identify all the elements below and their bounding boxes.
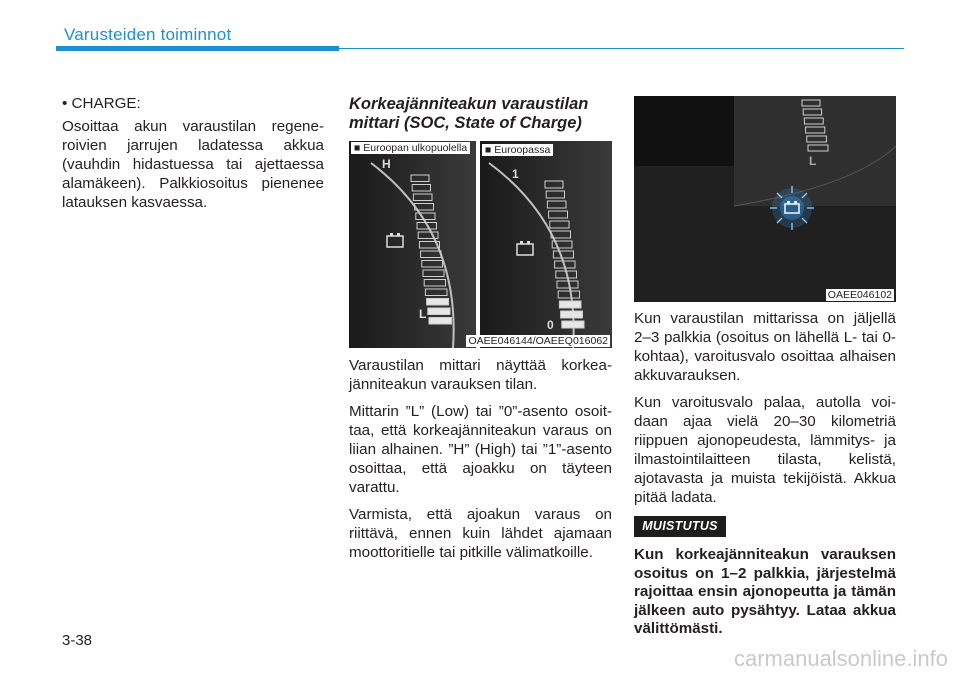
- gauge-bar-segment: [428, 308, 450, 315]
- charge-paragraph: Osoittaa akun varaustilan regeneroivien jarrujen ladatessa akkua (vauhdin hidastuessa tai ajettaessa alamäkeen). Palkkiosoitus pienenee latauksen kasvaessa.: [62, 118, 324, 211]
- soc-heading: Korkeajänniteakun varaustilan mittari (SOC, State of Charge): [349, 95, 589, 132]
- warning-light-figure: [634, 96, 896, 302]
- gauge-top-bottom-label: L: [809, 154, 817, 168]
- column-1: [62, 94, 324, 220]
- header-rule-thin: [339, 48, 904, 49]
- warning-light-illustration: [634, 96, 896, 302]
- warning-para-2: Kun varoitusvalo palaa, autolla voidaan ajaa vielä 20–30 kilometriä riippuen ajonopeudesta, lämmitys- ja ilmastointilaitteen tilasta, kelistä, ajotavasta ja muista tekijöistä. Akkua pitää ladata.: [634, 394, 896, 506]
- note-badge: MUISTUTUS: [634, 516, 726, 537]
- gauge-panel-left: [349, 141, 476, 348]
- soc-para-1: Varaustilan mittari näyttää korkeajänniteakun varauksen tilan.: [349, 357, 612, 393]
- figure-caption-warning: OAEE046102: [827, 289, 892, 301]
- gauge-right-top-label: 1: [512, 167, 519, 181]
- gauge-bar-segment: [559, 301, 581, 308]
- gauge-bar-segment: [561, 311, 583, 318]
- figure-label-europe: ■ Euroopassa: [482, 144, 553, 156]
- soc-para-3: Varmista, että ajoakun varaus on riittävä, ennen kuin lähdet ajamaan moottoritielle tai pitkille välimatkoille.: [349, 506, 612, 561]
- gauge-right-bottom-label: 0: [547, 318, 554, 332]
- header-rule-thick: [56, 46, 339, 51]
- column-3-text: [634, 309, 896, 515]
- page-number: 3-38: [62, 632, 93, 649]
- gauge-bar-segment: [429, 318, 452, 325]
- dash-dark-area: [634, 96, 734, 166]
- figure-label-outside-europe: ■ Euroopan ulkopuolella: [351, 142, 470, 154]
- gauge-left-top-label: H: [382, 157, 391, 171]
- column-2-text: [349, 356, 612, 570]
- soc-gauge-figure: [349, 141, 612, 348]
- gauge-left-bottom-label: L: [419, 307, 427, 321]
- section-title: Varusteiden toiminnot: [64, 25, 232, 44]
- watermark: carmanualsonline.info: [733, 646, 948, 671]
- gauge-bar-segment: [562, 321, 584, 328]
- charge-bullet: • CHARGE:: [62, 95, 141, 112]
- gauge-bar-segment: [427, 299, 449, 306]
- note-text: Kun korkeajänniteakun varauksen osoitus on 1–2 palkkia, järjestelmä rajoittaa ensin ajonopeutta ja tämän jälkeen auto pysähtyy. Lataa akkua välittömästi.: [634, 546, 896, 637]
- soc-para-2: Mittarin ”L” (Low) tai ”0”-asento osoittaa, että korkeajänniteakun varaus on liian alhainen. ”H” (High) tai ”1”-asento osoittaa, että ajoakku on täyteen varattu.: [349, 403, 612, 496]
- figure-caption-soc: OAEE046144/OAEEQ016062: [468, 335, 608, 347]
- soc-gauge-illustration: [349, 141, 612, 348]
- warning-para-1: Kun varaustilan mittarissa on jäljellä 2–3 palkkia (osoitus on lähellä L- tai 0-kohtaa), varoitusvalo osoittaa alhaisen akkuvarauksen.: [634, 310, 896, 384]
